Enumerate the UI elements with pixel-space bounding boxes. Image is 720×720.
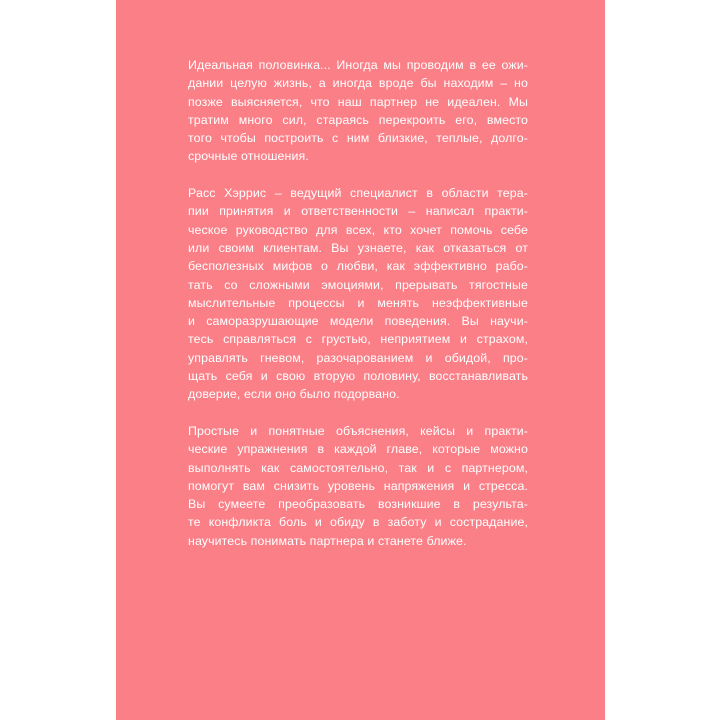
text-line: помогут вам снизить уровень напряжения и стресса. (188, 478, 528, 493)
text-line: того чтобы построить с ним близкие, теплые, долго- (188, 131, 528, 146)
text-line: щать себя и свою вторую половину, восстанавливать (188, 369, 528, 384)
text-line: позже выясняется, что наш партнер не идеален. Мы (188, 94, 528, 109)
text-line: срочные отношения. (188, 149, 309, 164)
text-line: тратим много сил, стараясь перекроить его, вместо (188, 112, 528, 127)
paragraph-author (188, 184, 528, 404)
text-line: доверие, если оно было подорвано. (188, 387, 400, 402)
text-line: управлять гневом, разочарованием и обидой, про- (188, 350, 528, 365)
cover-text (188, 56, 528, 568)
text-line: научитесь понимать партнера и станете ближе. (188, 533, 467, 548)
text-line: ческое руководство для всех, кто хочет помочь себе (188, 222, 528, 237)
text-line: пии принятия и ответственности – написал практи- (188, 204, 528, 219)
text-line: Простые и понятные объяснения, кейсы и практи- (188, 423, 528, 438)
text-line: или своим клиентам. Вы узнаете, как отказаться от (188, 240, 528, 255)
text-line: те конфликта боль и обиду в заботу и сострадание, (188, 515, 528, 530)
text-line: Идеальная половинка... Иногда мы проводим в ее ожи- (188, 58, 528, 72)
text-line: выполнять как самостоятельно, так и с партнером, (188, 460, 528, 475)
paragraph-intro (188, 56, 528, 166)
text-line: Расс Хэррис – ведущий специалист в области тера- (188, 186, 528, 201)
paragraph-benefits (188, 422, 528, 550)
text-line: бесполезных мифов о любви, как эффективно рабо- (188, 259, 528, 274)
text-line: и саморазрушающие модели поведения. Вы научи- (188, 314, 528, 329)
text-line: тесь справляться с грустью, неприятием и страхом, (188, 332, 528, 347)
text-line: Вы сумеете преобразовать возникшие в результа- (188, 497, 528, 512)
text-line: дании целую жизнь, а иногда вроде бы находим – но (188, 76, 528, 91)
book-back-cover (116, 0, 605, 720)
text-line: ческие упражнения в каждой главе, которые можно (188, 442, 528, 457)
text-line: мыслительные процессы и менять неэффективные (188, 295, 528, 310)
text-line: тать со сложными эмоциями, прерывать тягостные (188, 277, 528, 292)
